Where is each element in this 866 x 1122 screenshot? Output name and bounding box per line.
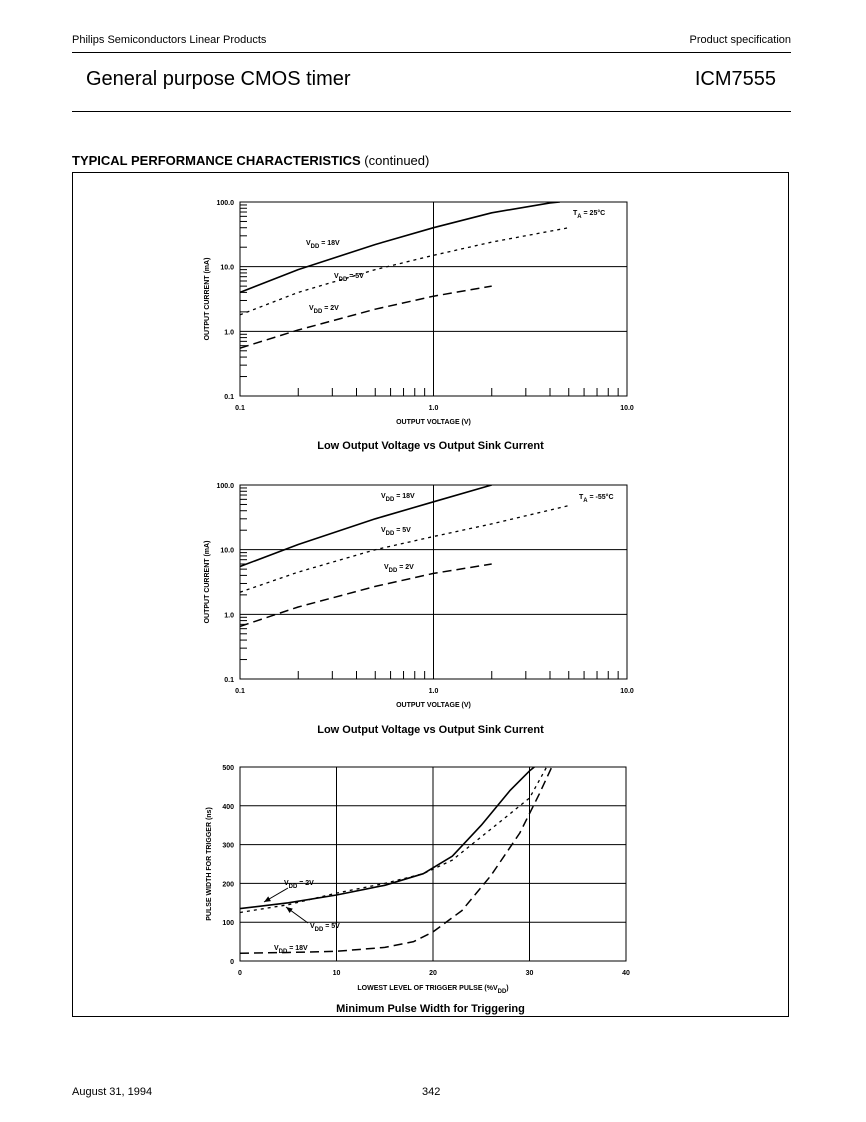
chart-1-ytick-label: 0.1: [224, 394, 234, 401]
footer-page-number: 342: [422, 1086, 441, 1098]
chart-3-arrowhead: [264, 896, 271, 902]
chart-2-ytick-label: 100.0: [216, 483, 234, 490]
chart-3-x-axis-title: LOWEST LEVEL OF TRIGGER PULSE $(\%V_{DD})$: [357, 985, 509, 995]
chart-2: [196, 473, 646, 713]
chart-3-ytick-label: 200: [222, 881, 234, 889]
chart-3-ytick-label: 0: [230, 959, 234, 966]
chart-2-series-dashed: [240, 564, 492, 626]
chart-1-xtick-label: 10.0: [620, 405, 634, 412]
chart-1-ytick-label: 100.0: [216, 200, 234, 207]
chart-1-plot: [204, 200, 634, 426]
chart-1-x-axis-title: OUTPUT VOLTAGE (V): [396, 419, 471, 426]
chart-3-xtick-label: 20: [429, 970, 437, 977]
chart-2-ytick-label: 1.0: [224, 612, 234, 620]
chart-3-ytick-label: 500: [222, 765, 234, 772]
chart-3-caption: Minimum Pulse Width for Triggering: [336, 1003, 525, 1015]
chart-3-ytick-label: 100: [222, 920, 234, 928]
chart-3-arrowhead: [286, 907, 293, 913]
chart-2-series-label: $V_{DD} = 2V$: [384, 564, 414, 574]
chart-2-xtick-label: 0.1: [235, 688, 245, 695]
company-name: Philips Semiconductors Linear Products: [72, 34, 267, 46]
chart-3: [196, 757, 646, 997]
chart-2-xtick-label: 10.0: [620, 688, 634, 695]
chart-1-ytick-label: 1.0: [224, 329, 234, 337]
chart-2-temperature-annotation: $T_A = -55^\circ C$: [579, 494, 614, 504]
chart-3-xtick-label: 10: [332, 970, 341, 977]
section-continued: (continued): [364, 153, 430, 168]
chart-1-xtick-label: 0.1: [235, 405, 245, 412]
chart-1-caption: Low Output Voltage vs Output Sink Current: [317, 440, 544, 452]
chart-1: [196, 190, 646, 430]
chart-2-caption: Low Output Voltage vs Output Sink Current: [317, 724, 544, 736]
document-type: Product specification: [689, 34, 791, 46]
chart-3-y-axis-title: PULSE WIDTH FOR TRIGGER (ns): [206, 807, 213, 921]
chart-3-plot: [206, 763, 630, 995]
chart-2-xtick-label: 1.0: [428, 688, 439, 695]
chart-3-series-label: $V_{DD} = 2V$: [284, 880, 314, 890]
chart-2-series-solid: [240, 485, 492, 567]
header-rule-top: [72, 52, 791, 53]
header-rule-bottom: [72, 111, 791, 112]
chart-1-series-label: $V_{DD} = 2V$: [309, 305, 339, 315]
chart-1-temperature-annotation: $T_A = 25^\circ C$: [573, 210, 606, 220]
document-title: General purpose CMOS timer: [86, 68, 351, 90]
chart-2-plot: [204, 483, 634, 709]
chart-3-xtick-label: 40: [622, 970, 630, 977]
chart-2-y-axis-title: OUTPUT CURRENT (mA): [204, 540, 211, 624]
chart-3-series-dotted: [240, 763, 549, 912]
chart-1-ytick-label: 10.0: [220, 264, 234, 272]
chart-1-series-label: $V_{DD} = 5V$: [334, 273, 364, 283]
chart-3-series-label: $V_{DD} = 5V$: [310, 923, 340, 933]
chart-2-x-axis-title: OUTPUT VOLTAGE (V): [396, 702, 471, 709]
chart-1-y-axis-title: OUTPUT CURRENT (mA): [204, 257, 211, 341]
chart-1-series-dashed: [240, 286, 492, 348]
chart-3-xtick-label: 0: [238, 970, 242, 977]
part-number: ICM7555: [694, 68, 776, 90]
chart-2-series-label: $V_{DD} = 18V$: [381, 493, 415, 503]
footer-date: August 31, 1994: [72, 1086, 153, 1098]
chart-2-series-label: $V_{DD} = 5V$: [381, 527, 411, 537]
chart-3-series-label: $V_{DD} = 18V$: [274, 945, 308, 955]
chart-3-xtick-label: 30: [525, 970, 534, 977]
chart-1-series-dotted: [240, 228, 569, 315]
section-heading: [72, 153, 429, 168]
chart-2-ytick-label: 10.0: [220, 547, 234, 555]
chart-3-series-dashed: [240, 763, 554, 953]
chart-3-ytick-label: 300: [222, 842, 234, 850]
section-heading-text: TYPICAL PERFORMANCE CHARACTERISTICS: [72, 153, 361, 168]
chart-2-ytick-label: 0.1: [224, 677, 234, 684]
chart-3-ytick-label: 400: [222, 803, 234, 811]
chart-1-series-label: $V_{DD} = 18V$: [306, 240, 340, 250]
chart-1-xtick-label: 1.0: [428, 405, 439, 412]
chart-1-series-solid: [240, 202, 560, 292]
